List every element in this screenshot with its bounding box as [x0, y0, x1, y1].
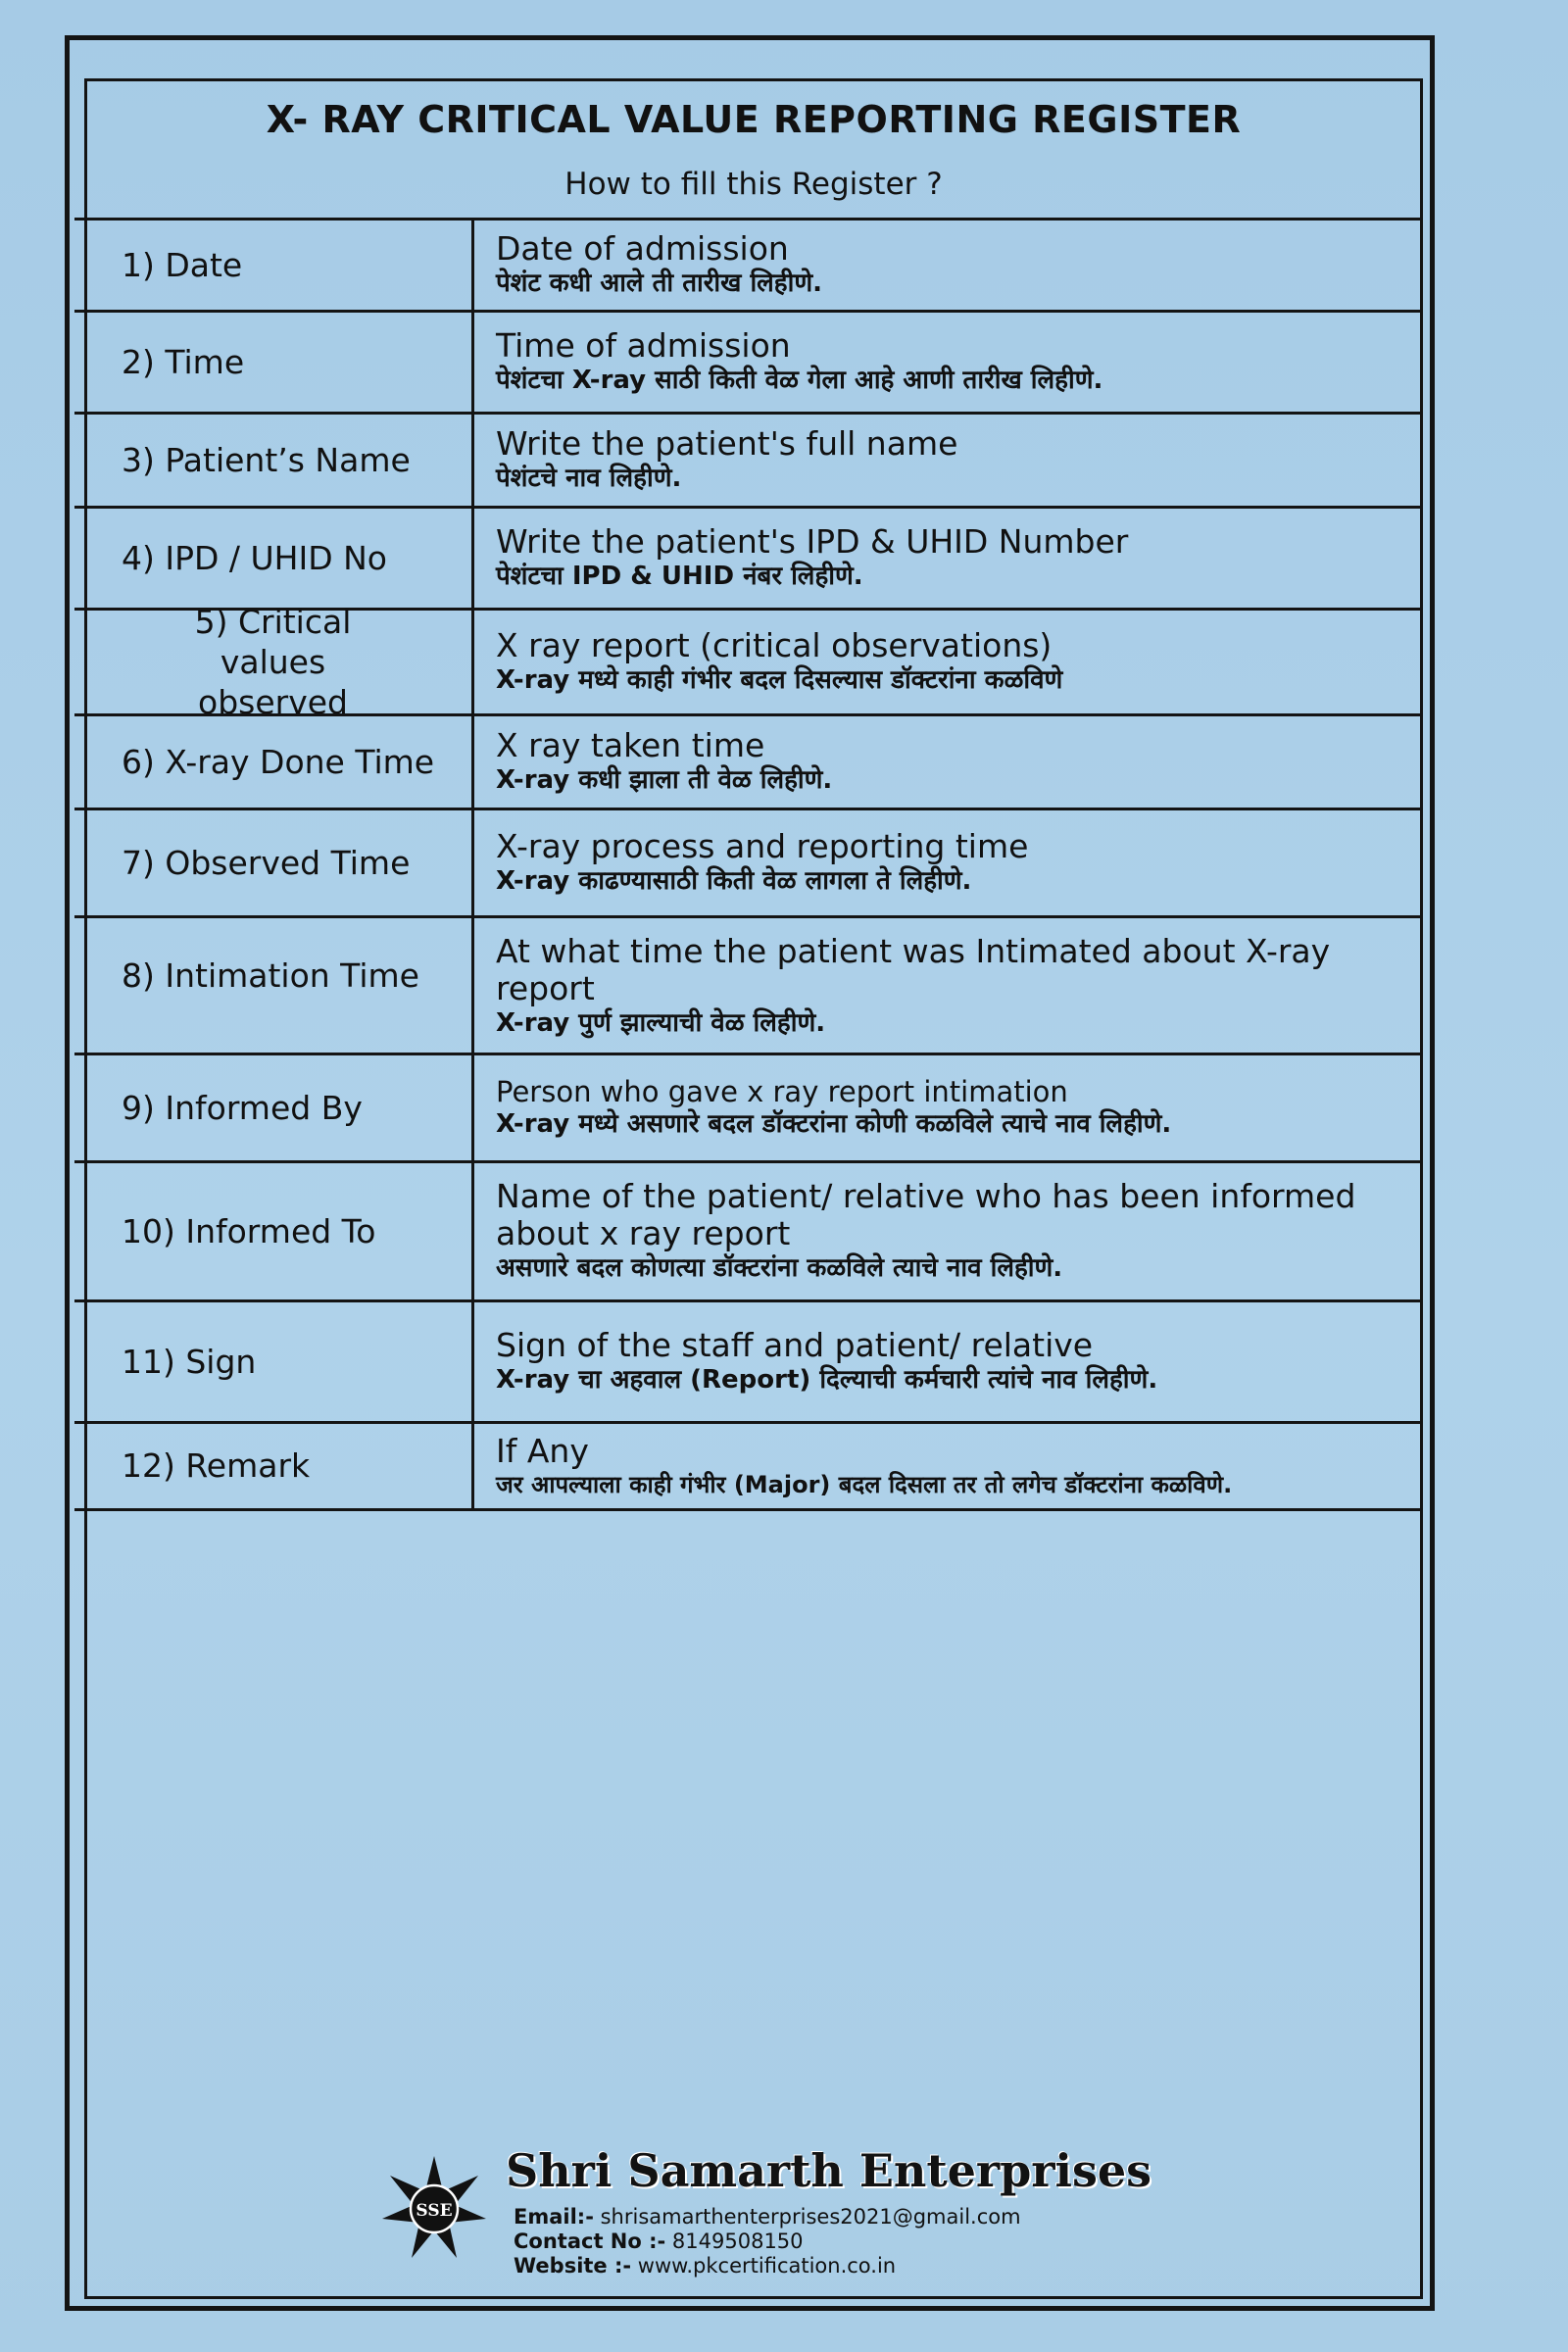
table-row: [74, 808, 1423, 915]
row-english: X-ray process and reporting time: [496, 827, 1029, 866]
row-marathi: X-ray पुर्ण झाल्याची वेळ लिहीणे.: [496, 1007, 826, 1038]
row-label: 7) Observed Time: [74, 810, 474, 915]
row-english: Date of admission: [496, 229, 789, 269]
row-desc: [474, 611, 1423, 713]
row-english: Time of admission: [496, 326, 791, 366]
row-desc: [474, 509, 1423, 608]
row-label: 10) Informed To: [74, 1163, 474, 1299]
instructions-table: [74, 218, 1423, 1511]
row-desc: [474, 810, 1423, 915]
register-title: X- RAY CRITICAL VALUE REPORTING REGISTER: [266, 98, 1242, 141]
row-marathi: X-ray मध्ये काही गंभीर बदल दिसल्यास डॉक्टरांना कळविणे: [496, 665, 1063, 696]
table-row: [74, 1299, 1423, 1421]
row-marathi: X-ray मध्ये असणारे बदल डॉक्टरांना कोणी कळविले त्याचे नाव लिहीणे.: [496, 1108, 1172, 1139]
row-label: 4) IPD / UHID No: [74, 509, 474, 608]
row-label: 6) X-ray Done Time: [74, 716, 474, 808]
row-english: At what time the patient was Intimated about X-ray report: [496, 931, 1331, 1007]
table-row: [74, 218, 1423, 310]
contact-value: 8149508150: [671, 2230, 804, 2254]
company-name: Shri Samarth Enterprises: [506, 2144, 1152, 2197]
row-marathi: X-ray चा अहवाल (Report) दिल्याची कर्मचारी त्यांचे नाव लिहीणे.: [496, 1365, 1158, 1396]
row-desc: [474, 415, 1423, 506]
website-label: Website :-: [514, 2254, 632, 2278]
row-label: 9) Informed By: [74, 1055, 474, 1160]
table-row: [74, 1053, 1423, 1160]
company-logo-icon: [380, 2154, 488, 2262]
row-english: Name of the patient/ relative who has been informed about x ray report: [496, 1177, 1356, 1253]
row-label: 8) Intimation Time: [74, 918, 474, 1053]
row-label: 12) Remark: [74, 1424, 474, 1508]
row-english: Write the patient's IPD & UHID Number: [496, 522, 1129, 562]
row-label: 1) Date: [74, 220, 474, 310]
row-marathi: X-ray कधी झाला ती वेळ लिहीणे.: [496, 765, 833, 796]
row-desc: [474, 220, 1423, 310]
website-value: www.pkcertification.co.in: [637, 2254, 897, 2278]
row-desc: [474, 716, 1423, 808]
row-english: If Any: [496, 1432, 589, 1471]
email-label: Email:-: [514, 2205, 594, 2229]
table-row: [74, 310, 1423, 412]
table-row: [74, 713, 1423, 808]
row-english: Person who gave x ray report intimation: [496, 1074, 1068, 1108]
row-desc: [474, 1302, 1423, 1421]
row-desc: [474, 1055, 1423, 1160]
row-desc: [474, 1424, 1423, 1508]
company-footer: [380, 2144, 1164, 2281]
row-english: X ray report (critical observations): [496, 626, 1053, 665]
row-marathi: X-ray काढण्यासाठी किती वेळ लागला ते लिहीणे.: [496, 866, 972, 897]
row-marathi: पेशंटचा X-ray साठी किती वेळ गेला आहे आणी तारीख लिहीणे.: [496, 366, 1103, 396]
row-marathi: जर आपल्याला काही गंभीर (Major) बदल दिसला तर तो लगेच डॉक्टरांना कळविणे.: [496, 1470, 1233, 1498]
row-english: X ray taken time: [496, 726, 765, 765]
register-subtitle: How to fill this Register ?: [564, 167, 943, 202]
row-desc: [474, 918, 1423, 1053]
table-row: [74, 506, 1423, 608]
row-english: Write the patient's full name: [496, 424, 958, 464]
row-marathi: पेशंट कधी आले ती तारीख लिहीणे.: [496, 269, 823, 299]
contact-label: Contact No :-: [514, 2230, 666, 2254]
row-label: 3) Patient’s Name: [74, 415, 474, 506]
row-label: 5) Critical values observed: [74, 611, 474, 713]
row-marathi: पेशंटचे नाव लिहीणे.: [496, 464, 682, 494]
table-row: [74, 1160, 1423, 1299]
row-marathi: असणारे बदल कोणत्या डॉक्टरांना कळविले त्याचे नाव लिहीणे.: [496, 1253, 1063, 1284]
row-label: 2) Time: [74, 313, 474, 412]
table-row: [74, 1421, 1423, 1511]
row-desc: [474, 313, 1423, 412]
row-desc: [474, 1163, 1423, 1299]
table-row: [74, 602, 1423, 722]
logo-monogram: SSE: [416, 2201, 453, 2221]
row-english: Sign of the staff and patient/ relative: [496, 1326, 1094, 1365]
row-label: 11) Sign: [74, 1302, 474, 1421]
row-marathi: पेशंटचा IPD & UHID नंबर लिहीणे.: [496, 562, 863, 592]
contact-block: [514, 2205, 1021, 2279]
table-row: [74, 412, 1423, 506]
email-value: shrisamarthenterprises2021@gmail.com: [600, 2205, 1021, 2229]
table-row: [74, 915, 1423, 1053]
